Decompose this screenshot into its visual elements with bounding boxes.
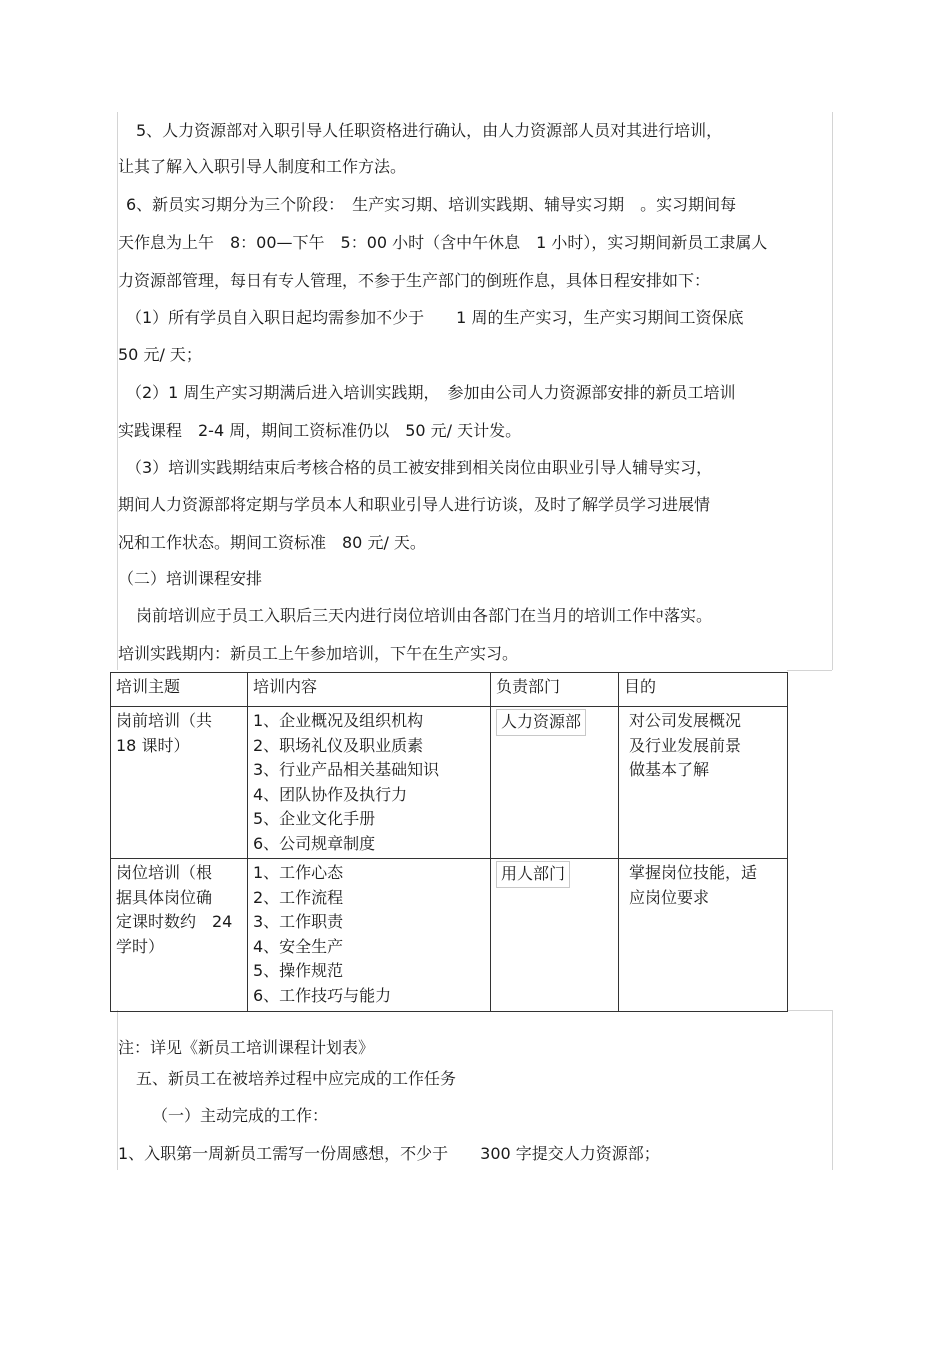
table-header-row	[111, 673, 788, 707]
dept-cell: 人力资源部	[491, 707, 619, 859]
paragraph-line: 期间人力资源部将定期与学员本人和职业引导人进行访谈，及时了解学员学习进展情	[118, 495, 711, 514]
paragraph-line: 6、新员实习期分为三个阶段： 生产实习期、培训实践期、辅导实习期 。实习期间每	[126, 195, 737, 214]
header-cell: 培训内容	[248, 673, 491, 707]
subsection-heading: （一）主动完成的工作：	[152, 1106, 329, 1125]
paragraph-line: 况和工作状态。期间工资标准 80 元/ 天。	[118, 533, 426, 552]
paragraph-line: 5、人力资源部对入职引导人任职资格进行确认，由人力资源部人员对其进行培训，	[136, 121, 723, 140]
table-row	[111, 859, 788, 1012]
header-cell: 培训主题	[111, 673, 248, 707]
note-line: 注：详见《新员工培训课程计划表》	[118, 1038, 375, 1057]
paragraph-line: 1、入职第一周新员工需写一份周感想，不少于 300 字提交人力资源部；	[118, 1144, 660, 1163]
paragraph-line: 让其了解入入职引导人制度和工作方法。	[118, 157, 407, 176]
paragraph-line: 天作息为上午 8：00—下午 5：00 小时（含中午休息 1 小时），实习期间新员工隶属人	[118, 233, 768, 252]
table-row	[111, 707, 788, 859]
paragraph-line: 50 元/ 天；	[118, 345, 202, 364]
paragraph-line: （3）培训实践期结束后考核合格的员工被安排到相关岗位由职业引导人辅导实习，	[126, 458, 713, 477]
header-cell: 目的	[619, 673, 788, 707]
topic-cell: 岗位培训（根 据具体岗位确 定课时数约 24 学时）	[111, 859, 248, 1012]
paragraph-line: （1）所有学员自入职日起均需参加不少于 1 周的生产实习，生产实习期间工资保底	[126, 308, 744, 327]
training-course-table	[110, 672, 788, 1012]
paragraph-line: 力资源部管理，每日有专人管理，不参于生产部门的倒班作息，具体日程安排如下：	[118, 271, 711, 290]
frame-right-upper	[832, 112, 833, 670]
content-cell: 1、企业概况及组织机构 2、职场礼仪及职业质素 3、行业产品相关基础知识 4、团队协作及执行力 5、企业文化手册 6、公司规章制度	[248, 707, 491, 859]
frame-bottom-upper	[787, 670, 832, 671]
purpose-cell: 掌握岗位技能，适 应岗位要求	[619, 859, 788, 1012]
paragraph-line: （2）1 周生产实习期满后进入培训实践期， 参加由公司人力资源部安排的新员工培训	[126, 383, 736, 402]
paragraph-line: 培训实践期内：新员工上午参加培训，下午在生产实习。	[118, 644, 519, 663]
purpose-cell: 对公司发展概况 及行业发展前景 做基本了解	[619, 707, 788, 859]
header-cell: 负责部门	[491, 673, 619, 707]
frame-right-lower	[832, 1010, 833, 1170]
section-heading: 五、新员工在被培养过程中应完成的工作任务	[136, 1069, 457, 1088]
section-heading: （二）培训课程安排	[118, 569, 263, 588]
paragraph-line: 岗前培训应于员工入职后三天内进行岗位培训由各部门在当月的培训工作中落实。	[136, 606, 713, 625]
content-cell: 1、工作心态 2、工作流程 3、工作职责 4、安全生产 5、操作规范 6、工作技巧与能力	[248, 859, 491, 1012]
topic-cell: 岗前培训（共 18 课时）	[111, 707, 248, 859]
dept-cell: 用人部门	[491, 859, 619, 1012]
frame-top-lower	[787, 1010, 832, 1011]
paragraph-line: 实践课程 2-4 周，期间工资标准仍以 50 元/ 天计发。	[118, 421, 522, 440]
